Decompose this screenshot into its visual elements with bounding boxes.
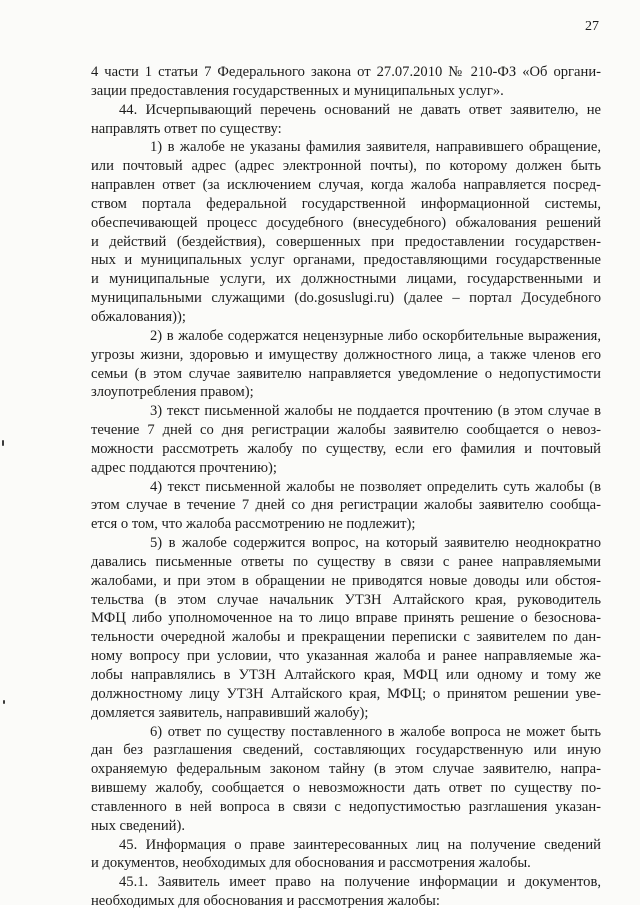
text-line: 3) текст письменной жалобы не поддается прочтению (в этом случае в <box>150 403 601 420</box>
scan-artifact <box>2 440 4 446</box>
text-line: 44. Исчерпывающий перечень оснований не давать ответ заявителю, не <box>119 101 601 118</box>
text-line: зации предоставления государственных и муниципальных услуг». <box>91 82 504 99</box>
text-line: охраняемую федеральным законом тайну (в этом случае заявителю, напра- <box>91 761 601 778</box>
text-line: 5) в жалобе содержится вопрос, на который заявителю неоднократно <box>150 535 601 552</box>
text-line: МФЦ либо уполномоченное на то лицо вправе принять решение о безоснова- <box>91 610 601 627</box>
text-line: ставленного в ней вопроса в связи с недопустимостью разглашения указан- <box>91 798 601 815</box>
text-line: тельности очередной жалобы и прекращении переписки с заявителем по дан- <box>91 629 601 646</box>
text-line: 45.1. Заявитель имеет право на получение информации и документов, <box>119 874 601 891</box>
text-line: должностному лицу УТЗН Алтайского края, МФЦ; о принятом решении уве- <box>91 685 601 702</box>
text-line: угрозы жизни, здоровью и имуществу должностного лица, а также членов его <box>91 346 601 363</box>
page-number: 27 <box>585 19 599 34</box>
text-line: 2) в жалобе содержатся нецензурные либо оскорбительные выражения, <box>150 327 601 344</box>
text-line: ных сведений). <box>91 817 185 834</box>
text-line: 1) в жалобе не указаны фамилия заявителя, направившего обращение, <box>150 139 601 156</box>
text-line: 4) текст письменной жалобы не позволяет определить суть жалобы (в <box>150 478 601 495</box>
text-line: тельства (в этом случае начальник УТЗН Алтайского края, руководитель <box>91 591 601 608</box>
text-line: необходимых для обоснования и рассмотрения жалобы: <box>91 893 440 910</box>
text-line: можности рассмотреть жалобу по существу, если его фамилия и почтовый <box>91 440 601 457</box>
text-line: 6) ответ по существу поставленного в жалобе вопроса не может быть <box>150 723 601 740</box>
text-line: давались письменные ответы по существу в связи с ранее направляемыми <box>91 553 601 570</box>
text-line: и действий (бездействия), совершенных при предоставлении государствен- <box>91 233 601 250</box>
text-line: домляется заявитель, направивший жалобу); <box>91 704 369 721</box>
text-line: направлен ответ (за исключением случая, когда жалоба направляется посред- <box>91 177 601 194</box>
text-line: лобы направлялись в УТЗН Алтайского края, МФЦ или одному и тому же <box>91 667 601 683</box>
text-line: ством портала федеральной государственной информационной системы, <box>91 195 601 212</box>
text-line: ется о том, что жалоба рассмотрению не подлежит); <box>91 516 416 533</box>
text-line: или почтовый адрес (адрес электронной почты), по которому должен быть <box>91 158 601 175</box>
text-line: обеспечивающей процесс досудебного (внесудебного) обжалования решений <box>91 214 601 231</box>
text-line: жалобами, и при этом в обращении не приводятся новые доводы или обстоя- <box>91 572 601 589</box>
text-line: 45. Информация о праве заинтересованных лиц на получение сведений <box>119 836 601 853</box>
body-text <box>91 63 601 911</box>
scan-artifact <box>3 700 5 704</box>
text-line: вившему жалобу, сообщается о невозможности дать ответ по существу по- <box>91 780 601 797</box>
text-line: семьи (в этом случае заявителю направляется уведомление о недопустимости <box>91 365 601 382</box>
text-line: ных и муниципальных услуг органами, предоставляющими государственные <box>91 252 601 269</box>
text-line: злоупотребления правом); <box>91 384 254 401</box>
text-line: и документов, необходимых для обоснования и рассмотрения жалобы. <box>91 855 531 872</box>
text-line: течение 7 дней со дня регистрации жалобы заявителю сообщается о невоз- <box>91 422 601 439</box>
text-line: адрес поддаются прочтению); <box>91 459 277 476</box>
text-line: муниципальными служащими (do.gosuslugi.ru) (далее – портал Досудебного <box>91 290 601 307</box>
text-line: этом случае в течение 7 дней со дня регистрации жалобы заявителю сообща- <box>91 497 601 514</box>
text-line: дан без разглашения сведений, составляющих государственную или иную <box>91 742 601 759</box>
text-line: обжалования)); <box>91 308 186 325</box>
text-line: и муниципальные услуги, их должностными лицами, государственными и <box>91 271 601 288</box>
text-line: 4 части 1 статьи 7 Федерального закона от 27.07.2010 № 210-ФЗ «Об органи- <box>91 64 601 80</box>
text-line: направлять ответ по существу: <box>91 120 282 137</box>
text-line: ному вопросу при условии, что указанная жалоба и ранее направляемые жа- <box>91 648 601 665</box>
